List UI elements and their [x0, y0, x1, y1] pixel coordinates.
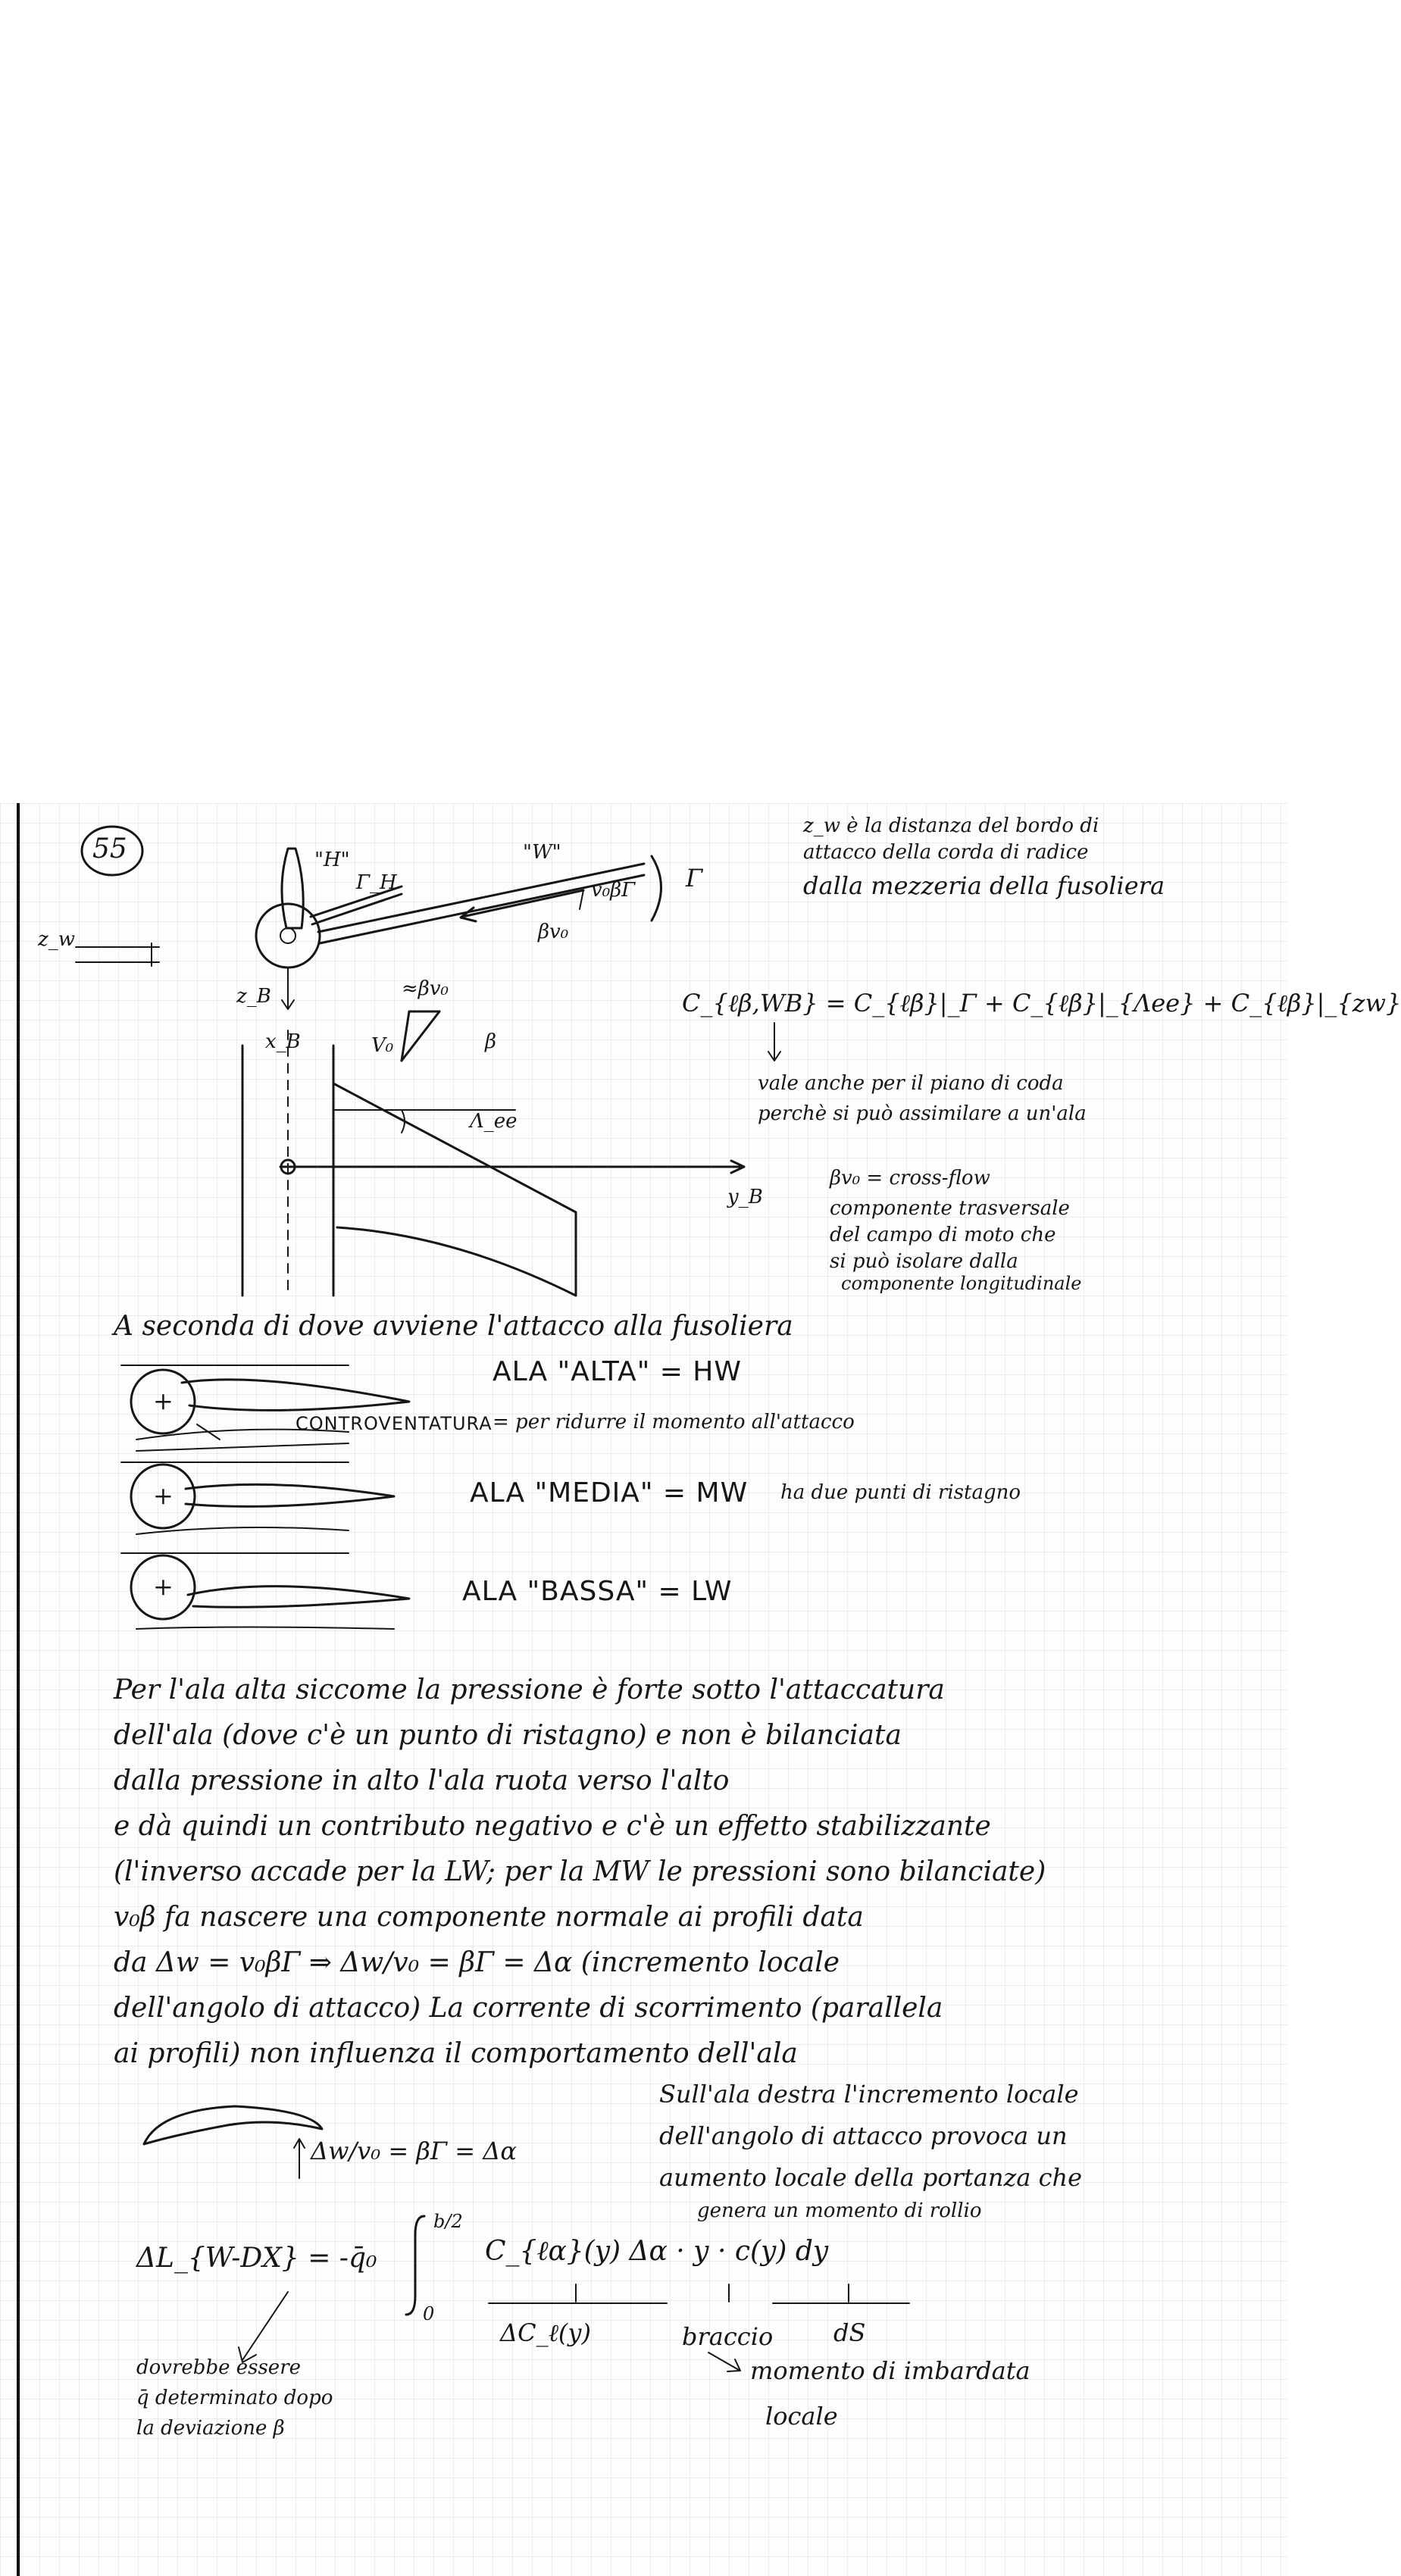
bottom-left-note-3: la deviazione β [136, 2417, 285, 2440]
controventatura-label: CONTROVENTATURA [296, 1413, 493, 1434]
paragraph-line-6: v₀β fa nascere una componente normale ai profili data [114, 1902, 864, 1933]
wing-type-alta: ALA "ALTA" = HW [493, 1356, 742, 1387]
label-beta-v0-triangle: ≈βv₀ [402, 977, 449, 1000]
note-valid-line2: perchè si può assimilare a un'ala [758, 1102, 1087, 1125]
note-arrow-right [705, 2349, 750, 2379]
bottom-left-note-2: q̄ determinato dopo [136, 2387, 333, 2409]
label-v0: V₀ [371, 1034, 394, 1057]
label-gamma: Γ [686, 864, 703, 893]
integral-lower-limit: 0 [423, 2303, 435, 2324]
wing-type-media: ALA "MEDIA" = MW [470, 1477, 749, 1508]
integral-upper-limit: b/2 [433, 2211, 463, 2232]
label-v0-beta-gamma: v₀βΓ [591, 879, 636, 902]
fuselage-plus-2: + [153, 1481, 174, 1510]
brace-label-ds: dS [833, 2318, 866, 2347]
section-heading: A seconda di dove avviene l'attacco alla fusoliera [114, 1311, 793, 1342]
bottom-left-note-1: dovrebbe essere [136, 2356, 302, 2379]
label-xb: x_B [265, 1030, 301, 1053]
integrand: C_{ℓα}(y) Δα · y · c(y) dy [485, 2236, 829, 2267]
note-zw-line2: attacco della corda di radice [803, 841, 1089, 864]
label-gamma-h: Γ_H [356, 871, 397, 894]
fuselage-plus-3: + [153, 1572, 174, 1601]
label-zb: z_B [236, 985, 271, 1008]
note-crossflow-line1: βv₀ = cross-flow [830, 1167, 990, 1190]
note-crossflow-line2: componente trasversale [830, 1197, 1070, 1220]
note-crossflow-line5: componente longitudinale [841, 1273, 1082, 1294]
stability-formula: C_{ℓβ,WB} = C_{ℓβ}|_Γ + C_{ℓβ}|_{Λee} + C_{ℓβ}|_{zw} [682, 989, 1401, 1018]
paragraph-line-4: e dà quindi un contributo negativo e c'è un effetto stabilizzante [114, 1811, 991, 1842]
swept-wing-top-view [227, 1046, 833, 1303]
margin-line [17, 803, 20, 2576]
integrand-brace [485, 2281, 924, 2318]
right-note-line-1: Sull'ala destra l'incremento locale [659, 2080, 1079, 2109]
label-beta-v0-arrow: βv₀ [538, 921, 569, 943]
paragraph-line-7: da Δw = v₀βΓ ⇒ Δw/v₀ = βΓ = Δα (incremento locale [114, 1947, 840, 1978]
paragraph-line-1: Per l'ala alta siccome la pressione è forte sotto l'attaccatura [114, 1674, 945, 1705]
paragraph-line-5: (l'inverso accade per la LW; per la MW le pressioni sono bilanciate) [114, 1856, 1046, 1887]
down-arrow [765, 1023, 788, 1068]
controventatura-desc: = per ridurre il momento all'attacco [493, 1411, 855, 1433]
label-beta: β [485, 1030, 497, 1053]
brace-label-braccio: braccio [682, 2322, 774, 2351]
label-w: "W" [523, 841, 561, 864]
profile-formula: Δw/v₀ = βΓ = Δα [311, 2137, 517, 2165]
delta-w-arrow [292, 2137, 307, 2182]
wing-type-media-desc: ha due punti di ristagno [780, 1481, 1021, 1504]
note-zw-line1: z_w è la distanza del bordo di [803, 814, 1099, 837]
integral-sign [402, 2212, 432, 2318]
note-crossflow-line4: si può isolare dalla [830, 1250, 1018, 1273]
fuselage-plus-1: + [153, 1386, 174, 1415]
note-zw-line3: dalla mezzeria della fusoliera [803, 871, 1165, 900]
note-crossflow-line3: del campo di moto che [830, 1224, 1056, 1246]
label-zw: z_w [38, 928, 75, 951]
note-valid-line1: vale anche per il piano di coda [758, 1072, 1064, 1095]
paragraph-line-3: dalla pressione in alto l'ala ruota verso l'alto [114, 1765, 730, 1796]
page-number: 55 [92, 833, 127, 864]
right-note-line-3: aumento locale della portanza che [659, 2163, 1083, 2192]
wing-type-bassa: ALA "BASSA" = LW [462, 1576, 733, 1607]
brace-label-delta-cl: ΔC_ℓ(y) [500, 2318, 591, 2347]
label-yb: y_B [727, 1186, 763, 1208]
label-h: "H" [314, 849, 350, 871]
integral-lhs: ΔL_{W-DX} = -q̄₀ [136, 2243, 377, 2274]
paragraph-line-8: dell'angolo di attacco) La corrente di scorrimento (parallela [114, 1993, 943, 2024]
bottom-right-note-1: momento di imbardata [750, 2356, 1030, 2385]
bottom-right-note-2: locale [765, 2402, 838, 2431]
paragraph-line-2: dell'ala (dove c'è un punto di ristagno) e non è bilanciata [114, 1720, 902, 1751]
label-lambda-ee: Λ_ee [470, 1110, 518, 1133]
right-note-line-4: genera un momento di rollio [697, 2199, 982, 2222]
right-note-line-2: dell'angolo di attacco provoca un [659, 2121, 1068, 2150]
paragraph-line-9: ai profili) non influenza il comportamento dell'ala [114, 2038, 798, 2069]
